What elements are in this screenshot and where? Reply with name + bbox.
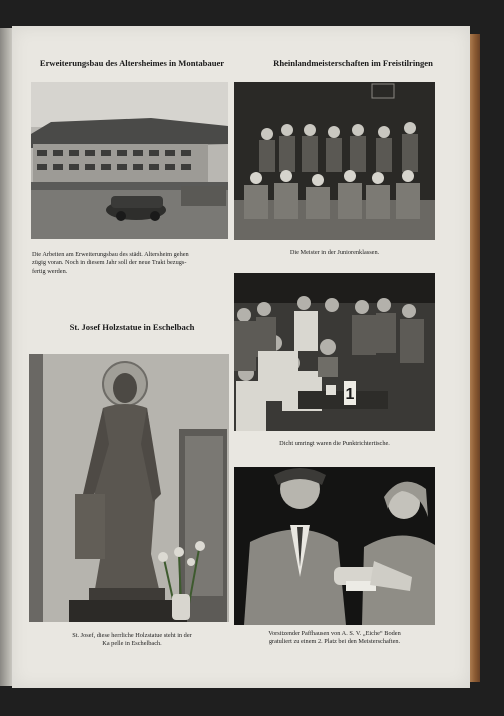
caption-altersheim-line: zügig voran. Noch in diesem Jahr soll der neue Trakt bezugs- [32, 259, 187, 267]
caption-junioren-meister: Die Meister in der Juniorenklassen. [289, 249, 380, 256]
caption-altersheim-line: fertig werden. [32, 267, 68, 275]
newspaper-page [12, 26, 470, 688]
table-number-sign: 1 [345, 386, 355, 403]
caption-holzstatue-line: Ka pelle in Eschelbach. [102, 640, 162, 648]
photo-junioren-meister [234, 82, 435, 240]
caption-holzstatue-line: St. Josef, diese herrliche Holzstatue steht in der [72, 632, 192, 639]
caption-altersheim-line: Die Arbeiten am Erweiterungsbau des städt. Altersheim gehen [32, 251, 189, 258]
heading-freistilringen: Rheinlandmeisterschaften im Freistilringen [273, 58, 433, 68]
photo-holzstatue [29, 354, 229, 622]
heading-altersheim: Erweiterungsbau des Altersheimes in Montabauer [39, 58, 225, 68]
adjacent-page-edge [0, 28, 12, 686]
caption-punktrichtertische: Dicht umringt waren die Punktrichtertische. [279, 440, 390, 447]
heading-holzstatue: St. Josef Holzstatue in Eschelbach [69, 322, 195, 332]
photo-gratulation [234, 467, 435, 625]
caption-gratulation-line: gratuliert zu einem 2. Platz bei den Meisterschaften. [268, 638, 401, 646]
caption-altersheim [32, 251, 237, 276]
caption-holzstatue [47, 632, 217, 649]
photo-punktrichtertische [234, 273, 435, 431]
photo-altersheim [31, 82, 228, 239]
caption-gratulation [234, 630, 435, 647]
caption-gratulation-line: Vorsitzender Paffhausen von A. S. V. „Eiche“ Boden [268, 630, 401, 637]
